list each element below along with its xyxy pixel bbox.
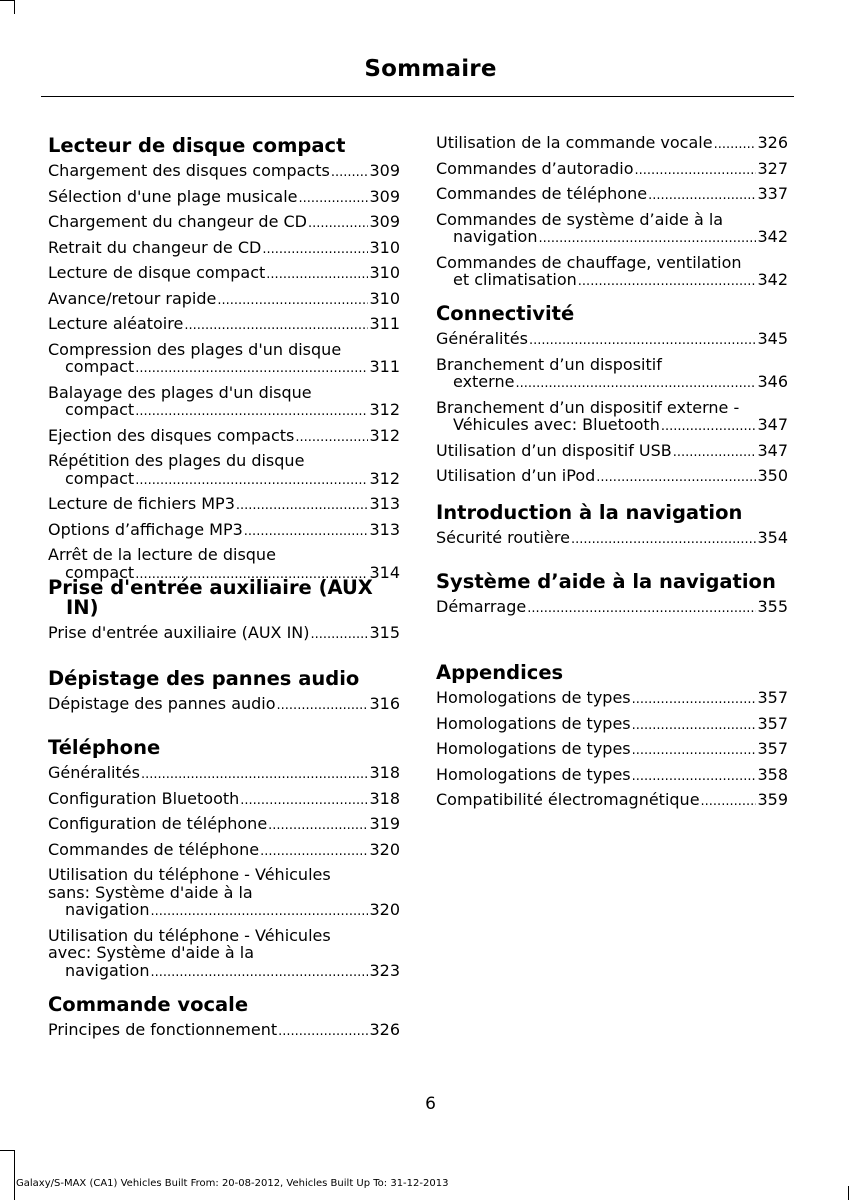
page-ref: 323 [369,960,400,980]
entry-text: Balayage des plages d'un disque [48,382,312,402]
toc-entry[interactable] [436,529,788,549]
crop-mark [14,0,15,14]
toc-entry[interactable] [48,341,400,378]
toc-section [436,134,788,291]
dot-leader [311,624,369,644]
dot-leader [295,427,368,447]
entry-text: Lecture de disque compact [48,263,266,282]
entry-text: Retrait du changeur de CD [48,237,262,257]
dot-leader [632,715,757,735]
entry-text: Configuration de téléphone [48,814,268,833]
dot-leader [515,373,756,393]
page-ref: 312 [369,400,400,419]
page-ref: 318 [369,763,400,782]
page-ref: 345 [757,329,788,348]
page-ref: 314 [369,562,400,582]
toc-entry[interactable] [436,254,788,291]
dot-leader [632,766,757,786]
toc-entry[interactable] [48,624,400,644]
page-title: Sommaire [364,56,497,82]
entry-text: et climatisation [453,270,577,289]
page-ref: 337 [757,184,788,203]
page-ref: 310 [369,263,400,282]
toc-entry[interactable] [436,715,788,735]
toc-section [436,304,788,487]
crop-mark [0,0,14,1]
toc-entry[interactable] [436,442,788,462]
toc-entry[interactable] [48,1021,400,1041]
page-ref: 357 [757,688,788,707]
crop-mark [14,1150,15,1200]
dot-leader [308,213,368,233]
toc-section [48,669,400,715]
entry-text: Branchement d’un dispositif externe - [436,397,740,417]
page-ref: 312 [369,468,400,488]
entry-text: Chargement du changeur de CD [48,212,307,231]
dot-leader [578,271,757,291]
dot-leader [217,290,368,310]
toc-entry[interactable] [48,264,400,284]
dot-leader [648,185,756,205]
entry-text: compact [65,468,135,488]
dot-leader [266,264,368,284]
section-title: Téléphone [48,736,161,759]
toc-entry[interactable] [48,384,400,421]
entry-text: Compression des plages d'un disque [48,339,342,359]
entry-text: Homologations de types [436,713,631,733]
page-ref: 342 [757,270,788,289]
toc-entry[interactable] [48,315,400,335]
entry-text: Commandes de téléphone [48,839,260,859]
toc-section [436,572,788,618]
page-ref: 359 [757,790,788,809]
dot-leader [596,467,756,487]
entry-text: navigation [453,227,538,246]
toc-entry[interactable] [48,162,400,182]
entry-text: Généralités [48,763,140,782]
entry-text: Prise d'entrée auxiliaire (AUX IN) [48,623,310,642]
toc-entry[interactable] [48,427,400,447]
entry-text: Commandes de système d’aide à la [436,209,724,229]
entry-text: Commandes de téléphone [436,184,648,203]
dot-leader [673,442,757,462]
dot-leader [632,740,757,760]
crop-mark [848,1186,849,1200]
entry-text: Sélection d'une plage musicale [48,186,298,206]
entry-text: Sécurité routière [436,528,570,547]
entry-text: Principes de fonctionnement [48,1020,278,1039]
dot-leader [135,358,368,378]
toc-entry[interactable] [48,290,400,310]
page-ref: 346 [757,372,788,391]
page-ref: 355 [757,597,788,616]
entry-text: avec: Système d'aide à la [48,943,255,962]
toc-section [436,503,788,549]
entry-text: Généralités [436,329,528,348]
entry-text: Branchement d’un dispositif [436,354,662,374]
page-ref: 326 [757,133,788,152]
entry-text: Utilisation de la commande vocale [436,133,713,152]
toc-entry[interactable] [436,689,788,709]
entry-text: Homologations de types [436,739,631,758]
toc-entry[interactable] [48,521,400,541]
entry-text: sans: Système d'aide à la [48,882,253,902]
page-ref: 347 [757,415,788,434]
entry-text: Dépistage des pannes audio [48,694,276,713]
toc-entry[interactable] [436,185,788,205]
toc-section [48,738,400,981]
toc-entry[interactable] [48,927,400,982]
page-ref: 311 [369,314,400,333]
page-ref: 318 [369,788,400,808]
section-title: Connectivité [436,302,575,325]
entry-text: compact [65,357,135,376]
entry-text: Utilisation d’un iPod [436,466,596,485]
entry-text: externe [453,372,515,391]
dot-leader [184,315,368,335]
page-ref: 315 [369,623,400,642]
dot-leader [529,330,757,350]
section-title: Commande vocale [48,993,249,1016]
entry-text: Lecture aléatoire [48,314,184,333]
section-title: Dépistage des pannes audio [48,667,360,690]
toc-entry[interactable] [436,134,788,154]
entry-text: Commandes de chauffage, ventilation [436,252,742,272]
toc-entry[interactable] [436,330,788,350]
entry-text: Utilisation d’un dispositif USB [436,440,672,460]
page-ref: 316 [369,694,400,713]
toc-entry[interactable] [436,211,788,248]
entry-text: Arrêt de la lecture de disque [48,545,276,564]
section-title: Introduction à la navigation [436,501,743,524]
dot-leader [141,764,369,784]
dot-leader [527,598,756,618]
dot-leader [135,401,368,421]
entry-text: Utilisation du téléphone - Véhicules [48,865,331,884]
entry-text: Démarrage [436,597,527,616]
dot-leader [571,529,757,549]
section-title: Lecteur de disque compact [48,134,346,157]
entry-text: navigation [65,900,150,919]
page-ref: 357 [757,713,788,733]
dot-leader [331,162,369,182]
page-ref: 319 [369,814,400,833]
entry-text: Avance/retour rapide [48,288,217,308]
page-ref: 310 [369,288,400,308]
toc-entry[interactable] [48,764,400,784]
entry-text: Options d’affichage MP3 [48,519,243,539]
page-ref: 309 [369,161,400,180]
page-ref: 320 [369,900,400,919]
page-ref: 342 [757,227,788,246]
toc-entry[interactable] [436,598,788,618]
dot-leader [701,791,757,811]
dot-leader [262,239,368,259]
toc-entry[interactable] [436,160,788,180]
header-rule [41,96,794,97]
dot-leader [268,815,368,835]
dot-leader [661,416,757,436]
toc-entry[interactable] [48,841,400,861]
entry-text: Répétition des plages du disque [48,451,305,470]
page-ref: 313 [369,494,400,513]
toc-entry[interactable] [48,239,400,259]
dot-leader [135,470,368,490]
entry-text: compact [65,400,135,419]
section-title: Système d’aide à la navigation [436,570,776,593]
dot-leader [632,689,757,709]
page-ref: 310 [369,237,400,257]
entry-text: Commandes d’autoradio [436,158,634,178]
toc-entry[interactable] [48,452,400,489]
entry-text: Compatibilité électromagnétique [436,790,700,809]
entry-text: Configuration Bluetooth [48,788,240,808]
toc-entry[interactable] [48,213,400,233]
toc-entry[interactable] [436,791,788,811]
page-ref: 313 [369,519,400,539]
toc-entry[interactable] [436,399,788,436]
page-number: 6 [425,1094,436,1114]
entry-text: navigation [65,960,150,980]
entry-text: Lecture de fichiers MP3 [48,494,235,513]
toc-entry[interactable] [436,467,788,487]
toc-section [48,578,400,644]
toc-entry[interactable] [48,495,400,515]
dot-leader [635,160,757,180]
dot-leader [150,962,368,982]
dot-leader [240,790,368,810]
crop-mark [0,1150,14,1151]
entry-text: Homologations de types [436,688,631,707]
entry-text: Véhicules avec: Bluetooth [453,415,660,434]
toc-entry[interactable] [436,356,788,393]
entry-text: Ejection des disques compacts [48,425,295,445]
toc-section [48,136,400,583]
page-ref: 358 [757,764,788,784]
toc-entry[interactable] [48,188,400,208]
page-ref: 312 [369,425,400,445]
footer-text: Galaxy/S-MAX (CA1) Vehicles Built From: 20-08-2012, Vehicles Built Up To: 31-12-2013 [16,1178,449,1189]
dot-leader [538,228,756,248]
entry-text: Homologations de types [436,764,631,784]
page-ref: 326 [369,1020,400,1039]
dot-leader [150,901,368,921]
page-ref: 347 [757,440,788,460]
toc-entry[interactable] [436,766,788,786]
dot-leader [260,841,368,861]
entry-text: compact [65,562,135,582]
toc-section [436,663,788,811]
page-ref: 320 [369,839,400,859]
dot-leader [714,134,757,154]
toc-entry[interactable] [48,866,400,921]
page-ref: 309 [369,186,400,206]
toc-entry[interactable] [48,815,400,835]
toc-section [48,995,400,1041]
toc-entry[interactable] [48,695,400,715]
page-ref: 350 [757,466,788,485]
dot-leader [278,1021,368,1041]
entry-text: Chargement des disques compacts [48,161,330,180]
page-ref: 357 [757,739,788,758]
dot-leader [298,188,368,208]
toc-entry[interactable] [48,790,400,810]
toc-entry[interactable] [436,740,788,760]
page-ref: 327 [757,158,788,178]
page-ref: 311 [369,357,400,376]
section-title: Prise d'entrée auxiliaire (AUX IN) [48,576,373,619]
dot-leader [277,695,369,715]
section-title: Appendices [436,661,564,684]
page-ref: 354 [757,528,788,547]
page-ref: 309 [369,212,400,231]
entry-text: Utilisation du téléphone - Véhicules [48,925,331,945]
dot-leader [244,521,369,541]
dot-leader [236,495,369,515]
